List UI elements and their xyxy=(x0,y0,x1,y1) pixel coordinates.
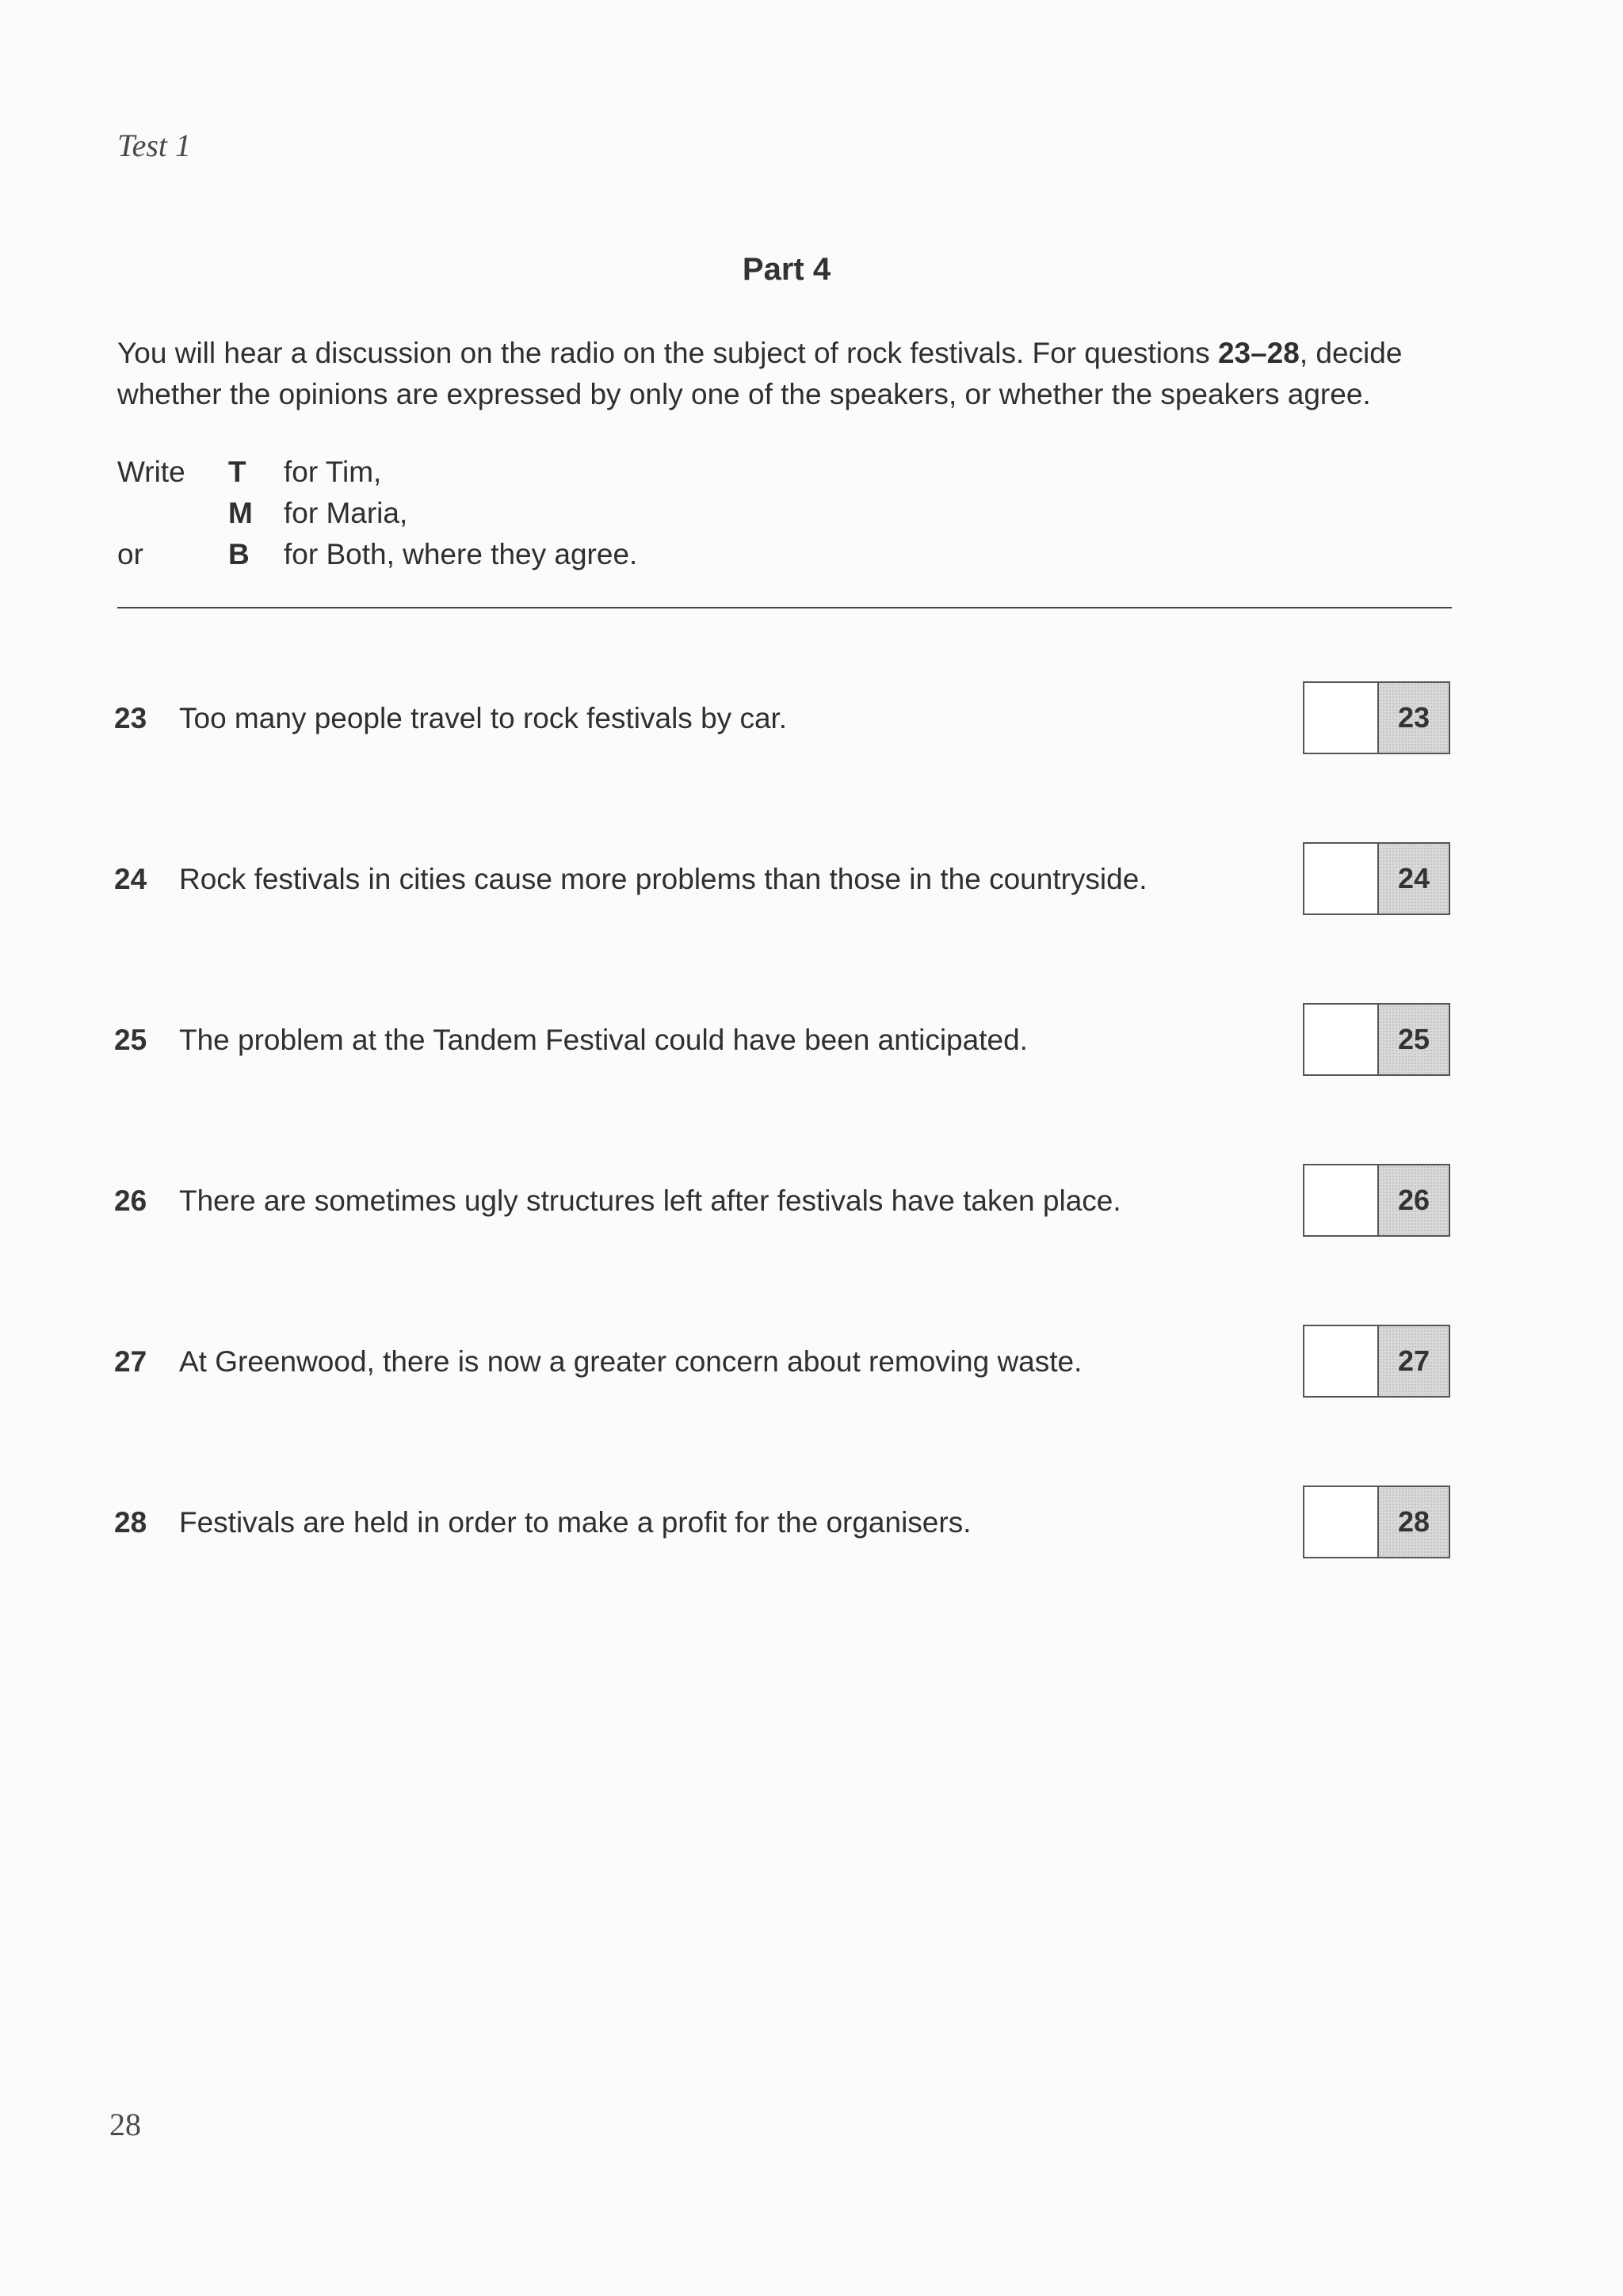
key-meaning: for Maria, xyxy=(284,497,408,529)
question-text: Too many people travel to rock festivals by car. xyxy=(179,702,788,734)
key-letter: T xyxy=(228,456,246,488)
answer-input-25[interactable] xyxy=(1304,1005,1379,1074)
answer-box-number: 28 xyxy=(1379,1487,1449,1557)
key-meaning: for Both, where they agree. xyxy=(284,538,638,570)
question-26 xyxy=(0,1164,1623,1243)
instructions-text-after: , decide whether the opinions are expressed by only one of the speakers, or whether the speakers agree. xyxy=(117,337,1403,410)
question-number: 23 xyxy=(114,702,147,734)
key-letter: B xyxy=(228,538,250,570)
question-number: 25 xyxy=(114,1024,147,1056)
key-row-tim xyxy=(117,452,637,493)
question-text: Festivals are held in order to make a profit for the organisers. xyxy=(179,1506,972,1539)
key-prefix: or xyxy=(117,538,143,570)
answer-box-number: 24 xyxy=(1379,844,1449,913)
question-text: At Greenwood, there is now a greater concern about removing waste. xyxy=(179,1345,1083,1378)
question-number: 27 xyxy=(114,1345,147,1378)
question-text: There are sometimes ugly structures left after festivals have taken place. xyxy=(179,1184,1121,1217)
instructions-text-before: You will hear a discussion on the radio on the subject of rock festivals. For questions xyxy=(117,337,1218,369)
answer-box-25 xyxy=(1303,1003,1450,1076)
question-27 xyxy=(0,1325,1623,1404)
instructions-question-range: 23–28 xyxy=(1217,337,1300,369)
answer-box-number: 23 xyxy=(1379,683,1449,753)
instructions xyxy=(117,333,1465,415)
key-meaning: for Tim, xyxy=(284,456,382,488)
answer-box-28 xyxy=(1303,1486,1450,1558)
test-label: Test 1 xyxy=(117,128,192,163)
answer-box-26 xyxy=(1303,1164,1450,1237)
answer-input-26[interactable] xyxy=(1304,1165,1379,1235)
key-row-both xyxy=(117,534,637,575)
answer-key xyxy=(117,452,637,575)
key-letter: M xyxy=(228,497,253,529)
answer-input-23[interactable] xyxy=(1304,683,1379,753)
question-text: Rock festivals in cities cause more problems than those in the countryside. xyxy=(179,863,1148,895)
question-23 xyxy=(0,681,1623,761)
answer-box-27 xyxy=(1303,1325,1450,1398)
question-number: 24 xyxy=(114,863,147,895)
key-prefix: Write xyxy=(117,456,185,488)
answer-input-28[interactable] xyxy=(1304,1487,1379,1557)
answer-box-24 xyxy=(1303,842,1450,915)
question-text: The problem at the Tandem Festival could have been anticipated. xyxy=(179,1024,1028,1056)
answer-box-23 xyxy=(1303,681,1450,754)
answer-box-number: 26 xyxy=(1379,1165,1449,1235)
key-row-maria xyxy=(117,493,637,534)
page-number: 28 xyxy=(109,2107,141,2142)
answer-box-number: 25 xyxy=(1379,1005,1449,1074)
question-number: 26 xyxy=(114,1184,147,1217)
part-title: Part 4 xyxy=(742,252,831,287)
answer-box-number: 27 xyxy=(1379,1326,1449,1396)
answer-input-27[interactable] xyxy=(1304,1326,1379,1396)
question-25 xyxy=(0,1003,1623,1082)
answer-input-24[interactable] xyxy=(1304,844,1379,913)
question-24 xyxy=(0,842,1623,921)
question-number: 28 xyxy=(114,1506,147,1539)
question-28 xyxy=(0,1486,1623,1565)
divider xyxy=(117,607,1452,608)
